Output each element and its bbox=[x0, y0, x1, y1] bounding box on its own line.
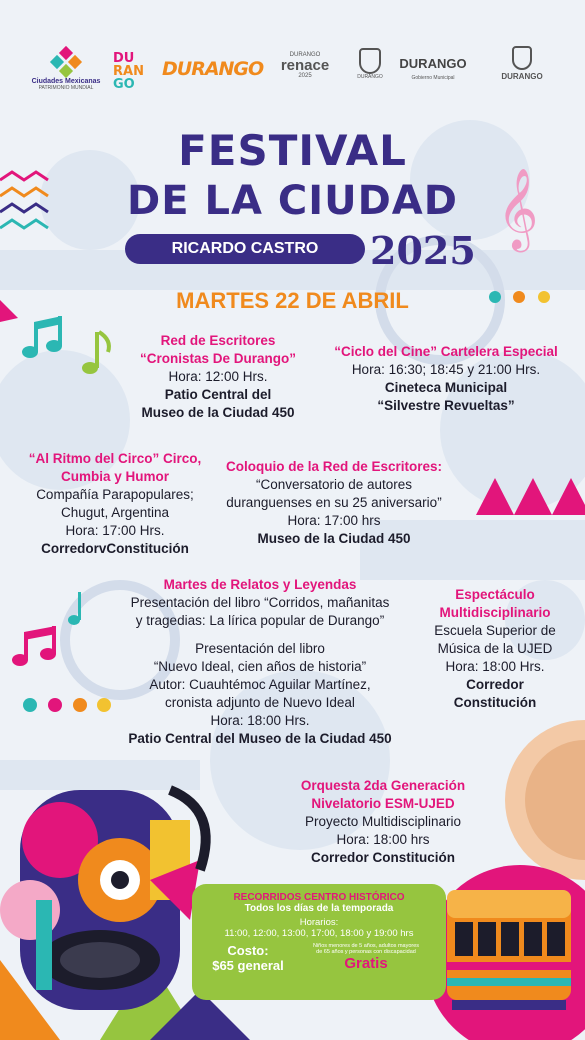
crest-icon bbox=[512, 46, 532, 70]
ciudades-mexicanas-icon bbox=[52, 48, 80, 76]
tour-cost-label: Costo: bbox=[227, 943, 269, 958]
durango-line2: RAN bbox=[113, 64, 144, 79]
tour-info-box bbox=[192, 884, 446, 1000]
ricardo-castro-banner bbox=[125, 234, 365, 264]
event-time: Hora: 17:00 Hrs. bbox=[65, 523, 165, 538]
logo-durango-gov bbox=[396, 56, 470, 81]
tour-hours: 11:00, 12:00, 13:00, 17:00, 18:00 y 19:00 hrs bbox=[224, 928, 414, 939]
event-time: Hora: 18:00 Hrs. bbox=[445, 659, 545, 674]
event-line-5: Autor: Cuauhtémoc Aguilar Martínez, bbox=[149, 677, 371, 692]
event-title-2: Cumbia y Humor bbox=[60, 469, 169, 484]
event-line-2: duranguenses en su 25 aniversario” bbox=[226, 495, 442, 510]
ricardo-castro-label: RICARDO CASTRO bbox=[171, 240, 319, 257]
event-espectaculo bbox=[420, 586, 570, 712]
event-line-4: “Nuevo Ideal, cien años de historia” bbox=[153, 659, 367, 674]
tour-subtitle: Todos los días de la temporada bbox=[244, 903, 394, 914]
seal-left-label: DURANGO bbox=[357, 74, 383, 80]
event-title: “Ciclo del Cine” Cartelera Especial bbox=[334, 344, 558, 359]
event-line-1: Compañía Parapopulares; bbox=[36, 487, 194, 502]
logo-durango-renace bbox=[270, 52, 340, 79]
event-line-1: Escuela Superior de bbox=[434, 623, 556, 638]
tour-title: RECORRIDOS CENTRO HISTÓRICO bbox=[233, 892, 405, 903]
durango-line1: DU bbox=[113, 51, 135, 66]
event-place: Patio Central del bbox=[164, 387, 272, 402]
tour-free-note-1: Niños menores de 5 años, adultos mayores bbox=[312, 943, 420, 949]
logo-durango-script: DURANGO bbox=[162, 58, 264, 80]
durango-line3: GO bbox=[113, 77, 135, 92]
event-time: Hora: 16:30; 18:45 y 21:00 Hrs. bbox=[351, 362, 541, 377]
event-place-2: Constitución bbox=[453, 695, 537, 710]
event-orquesta bbox=[278, 777, 488, 867]
event-line-2: y tragedias: La lírica popular de Durango” bbox=[135, 613, 385, 628]
event-title: Coloquio de la Red de Escritores: bbox=[225, 459, 443, 474]
event-title-2: Multidisciplinario bbox=[439, 605, 551, 620]
event-time: Hora: 18:00 Hrs. bbox=[210, 713, 310, 728]
ciudades-mexicanas-line1: Ciudades Mexicanas bbox=[31, 78, 101, 85]
event-line-1: Presentación del libro “Corridos, mañanitas bbox=[130, 595, 390, 610]
renace-year: 2025 bbox=[298, 73, 312, 79]
seal-right-label: DURANGO bbox=[501, 72, 543, 81]
event-time: Hora: 17:00 hrs bbox=[287, 513, 381, 528]
year-label: 2025 bbox=[370, 228, 476, 273]
event-line-1: Proyecto Multidisciplinario bbox=[304, 814, 462, 829]
event-line-2: Chugut, Argentina bbox=[60, 505, 170, 520]
event-line-2: Música de la UJED bbox=[437, 641, 553, 656]
event-red-escritores bbox=[118, 332, 318, 422]
event-title: Espectáculo bbox=[455, 587, 535, 602]
logo-seal-right bbox=[498, 46, 546, 81]
event-relatos-leyendas bbox=[110, 576, 410, 748]
event-place: Cineteca Municipal bbox=[384, 380, 508, 395]
event-ciclo-cine bbox=[330, 343, 562, 415]
event-place: Corredor bbox=[466, 677, 524, 692]
de-la-ciudad-title: DE LA CIUDAD bbox=[127, 178, 458, 224]
event-title: Red de Escritores bbox=[160, 333, 276, 348]
event-line-1: “Conversatorio de autores bbox=[255, 477, 413, 492]
logo-seal-left bbox=[352, 48, 388, 80]
event-line-6: cronista adjunto de Nuevo Ideal bbox=[165, 695, 355, 710]
event-ritmo-circo bbox=[20, 450, 210, 558]
event-place: Corredor Constitución bbox=[311, 850, 455, 865]
event-title: Orquesta 2da Generación bbox=[300, 778, 466, 793]
durango-gov-sub: Gobierno Municipal bbox=[411, 75, 455, 81]
renace-main: renace bbox=[280, 57, 330, 74]
logo-ciudades-mexicanas bbox=[28, 48, 104, 91]
date-heading: MARTES 22 DE ABRIL bbox=[176, 288, 409, 313]
renace-top: DURANGO bbox=[289, 52, 321, 58]
event-place-2: Museo de la Ciudad 450 bbox=[141, 405, 295, 420]
tour-free-note-2: de 65 años y personas con discapacidad bbox=[316, 949, 416, 955]
event-place: CorredorvConstitución bbox=[41, 541, 189, 556]
event-time: Hora: 18:00 hrs bbox=[336, 832, 430, 847]
tour-cost: $65 general bbox=[212, 958, 284, 973]
event-coloquio bbox=[216, 458, 452, 548]
shield-icon bbox=[359, 48, 381, 74]
tour-hours-label: Horarios: bbox=[299, 917, 339, 928]
event-title-2: “Cronistas De Durango” bbox=[139, 351, 297, 366]
event-place: Museo de la Ciudad 450 bbox=[257, 531, 411, 546]
event-place: Patio Central del Museo de la Ciudad 450 bbox=[128, 731, 392, 746]
ciudades-mexicanas-line2: PATRIMONIO MUNDIAL bbox=[38, 85, 94, 91]
event-title: “Al Ritmo del Circo” Circo, bbox=[28, 451, 202, 466]
festival-title: FESTIVAL bbox=[178, 126, 407, 175]
svg-text:𝄞: 𝄞 bbox=[497, 167, 539, 249]
logo-durango-vertical bbox=[113, 52, 153, 91]
durango-gov-main: DURANGO bbox=[399, 56, 467, 71]
event-title-2: Nivelatorio ESM-UJED bbox=[311, 796, 455, 811]
event-place-2: “Silvestre Revueltas” bbox=[377, 398, 515, 413]
event-title: Martes de Relatos y Leyendas bbox=[163, 577, 357, 592]
tour-free: Gratis bbox=[344, 955, 388, 972]
event-line-3: Presentación del libro bbox=[195, 641, 325, 656]
event-time: Hora: 12:00 Hrs. bbox=[168, 369, 268, 384]
